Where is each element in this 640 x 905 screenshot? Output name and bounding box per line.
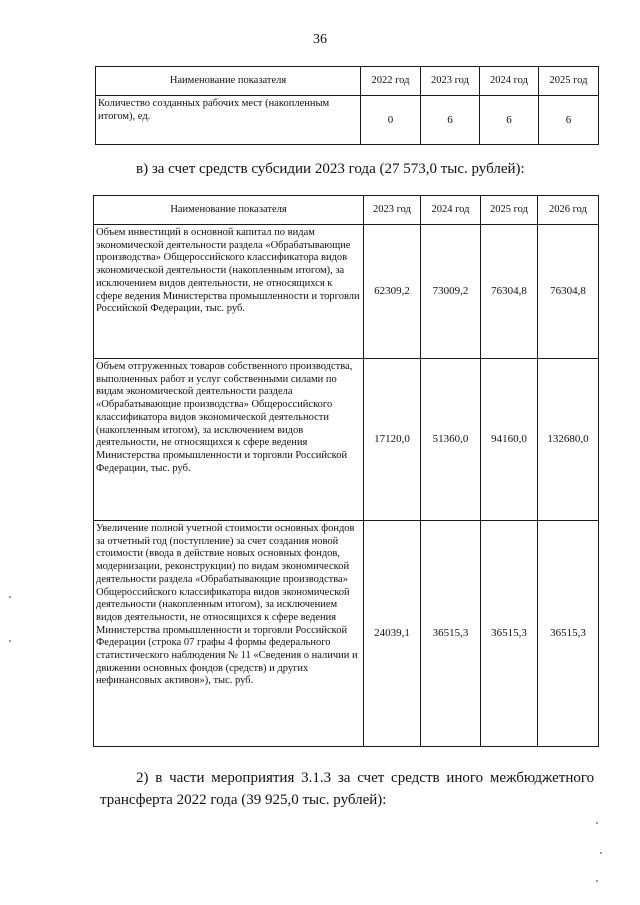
table-row [96,96,599,145]
scan-speck [600,852,602,854]
table-header-row [94,196,599,225]
indicator-value: 51360,0 [421,359,481,521]
page-number: 36 [313,32,327,47]
indicator-name: Количество созданных рабочих мест (накопленным итогом), ед. [96,96,361,145]
column-header: 2025 год [481,196,538,225]
indicator-name: Объем отгруженных товаров собственного производства, выполненных работ и услуг собственными силами по видам экономической деятельности раздела «Обрабатывающие производства» Общероссийского классификатора видов экономической деятельности (накопленным итогом), за исключением видов деятельности, не относящихся к сфере ведения Министерства промышленности и торговли Российской Федерации, тыс. руб. [94,359,364,521]
indicator-name: Увеличение полной учетной стоимости основных фондов за отчетный год (поступление) за счет создания новой стоимости (ввода в действие новых основных фондов, модернизации, реконструкции) по видам экономической деятельности раздела «Обрабатывающие производства» Общероссийского классификатора видов экономической деятельности (накопленным итогом), за исключением видов деятельности, не относящихся к сфере ведения Министерства промышленности и торговли Российской Федерации (строка 07 графы 4 формы федерального статистического наблюдения № 11 «Сведения о наличии и движении основных фондов (средств) и других нефинансовых активов»), тыс. руб. [94,521,364,747]
column-header: 2023 год [364,196,421,225]
column-header: 2026 год [538,196,599,225]
indicator-value: 36515,3 [421,521,481,747]
column-header: Наименование показателя [96,67,361,96]
indicator-value: 24039,1 [364,521,421,747]
indicator-value: 6 [480,96,539,145]
indicator-value: 76304,8 [538,225,599,359]
indicator-value: 62309,2 [364,225,421,359]
paragraph-line: трансферта 2022 года (39 925,0 тыс. рублей): [100,792,387,808]
indicator-value: 17120,0 [364,359,421,521]
jobs-indicator-table [95,66,599,145]
indicator-value: 0 [361,96,421,145]
indicator-value: 94160,0 [481,359,538,521]
indicator-value: 36515,3 [538,521,599,747]
indicator-value: 132680,0 [538,359,599,521]
table-row [94,521,599,747]
indicator-name: Объем инвестиций в основной капитал по видам экономической деятельности раздела «Обрабатывающие производства» Общероссийского классификатора видов экономической деятельности (накопленным итогом), за исключением видов деятельности, не относящихся к сфере ведения Министерства промышленности и торговли Российской Федерации, тыс. руб. [94,225,364,359]
indicator-value: 6 [539,96,599,145]
scan-speck [9,596,11,598]
column-header: 2024 год [421,196,481,225]
column-header: 2024 год [480,67,539,96]
column-header: 2025 год [539,67,599,96]
table-header-row [96,67,599,96]
scan-speck [596,880,598,882]
column-header: 2022 год [361,67,421,96]
indicator-value: 36515,3 [481,521,538,747]
indicator-value: 73009,2 [421,225,481,359]
subsidy-indicators-table [93,195,599,747]
table-row [94,359,599,521]
scan-speck [9,640,11,642]
table-row [94,225,599,359]
paragraph-line: 2) в части мероприятия 3.1.3 за счет средств иного межбюджетного [136,770,595,786]
section-heading: в) за счет средств субсидии 2023 года (27 573,0 тыс. рублей): [136,161,525,177]
indicator-value: 76304,8 [481,225,538,359]
indicator-value: 6 [421,96,480,145]
scan-speck [596,822,598,824]
column-header: Наименование показателя [94,196,364,225]
column-header: 2023 год [421,67,480,96]
